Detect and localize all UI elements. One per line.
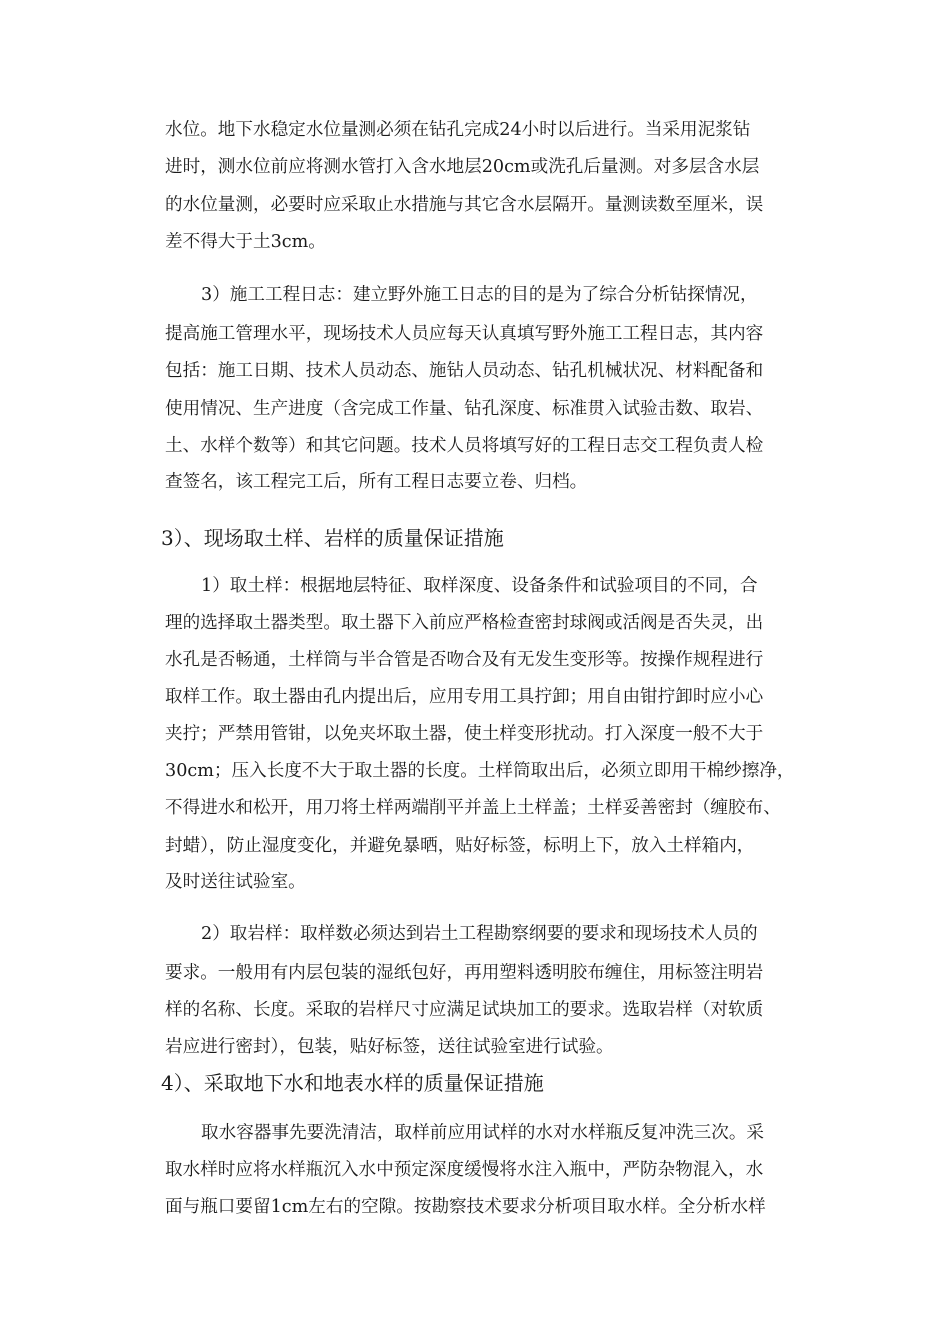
text-line: 2）取岩样：取样数必须达到岩土工程勘察纲要的要求和现场技术人员的 bbox=[201, 924, 758, 944]
text-line: 夹拧；严禁用管钳，以免夹坏取土器，使土样变形扰动。打入深度一般不大于 bbox=[165, 724, 764, 744]
text-line: 取水样时应将水样瓶沉入水中预定深度缓慢将水注入瓶中，严防杂物混入，水 bbox=[165, 1160, 764, 1180]
text-line: 1）取土样：根据地层特征、取样深度、设备条件和试验项目的不同，合 bbox=[201, 576, 758, 596]
text-line: 差不得大于土3cm。 bbox=[165, 232, 326, 252]
text-line: 包括：施工日期、技术人员动态、施钻人员动态、钻孔机械状况、材料配备和 bbox=[165, 361, 764, 381]
text-line: 岩应进行密封），包装，贴好标签，送往试验室进行试验。 bbox=[165, 1037, 614, 1057]
text-line: 及时送往试验室。 bbox=[165, 872, 306, 892]
text-line: 面与瓶口要留1cm左右的空隙。按勘察技术要求分析项目取水样。全分析水样 bbox=[165, 1197, 766, 1217]
heading-water-sampling: 4）、采取地下水和地表水样的质量保证措施 bbox=[161, 1071, 544, 1095]
text-line: 水孔是否畅通，土样筒与半合管是否吻合及有无发生变形等。按操作规程进行 bbox=[165, 650, 764, 670]
text-line: 使用情况、生产进度（含完成工作量、钻孔深度、标准贯入试验击数、取岩、 bbox=[165, 399, 764, 419]
text-line: 封蜡），防止湿度变化，并避免暴晒，贴好标签，标明上下，放入土样箱内， bbox=[165, 836, 755, 856]
text-line: 取水容器事先要洗清洁，取样前应用试样的水对水样瓶反复冲洗三次。采 bbox=[201, 1123, 765, 1143]
text-line: 30cm；压入长度不大于取土器的长度。土样筒取出后，必须立即用干棉纱擦净， bbox=[165, 761, 795, 781]
text-line: 理的选择取土器类型。取土器下入前应严格检查密封球阀或活阀是否失灵，出 bbox=[165, 613, 764, 633]
text-line: 进时，测水位前应将测水管打入含水地层20cm或洗孔后量测。对多层含水层 bbox=[165, 157, 760, 177]
text-line: 样的名称、长度。采取的岩样尺寸应满足试块加工的要求。选取岩样（对软质 bbox=[165, 1000, 764, 1020]
heading-soil-rock-sampling: 3）、现场取土样、岩样的质量保证措施 bbox=[161, 526, 504, 550]
text-line: 取样工作。取土器由孔内提出后，应用专用工具拧卸；用自由钳拧卸时应小心 bbox=[165, 687, 764, 707]
text-line: 水位。地下水稳定水位量测必须在钻孔完成24小时以后进行。当采用泥浆钻 bbox=[165, 120, 751, 140]
text-line: 要求。一般用有内层包装的湿纸包好，再用塑料透明胶布缠住，用标签注明岩 bbox=[165, 963, 764, 983]
text-line: 提高施工管理水平，现场技术人员应每天认真填写野外施工工程日志，其内容 bbox=[165, 324, 764, 344]
text-line: 3）施工工程日志：建立野外施工日志的目的是为了综合分析钻探情况， bbox=[201, 285, 758, 305]
text-line: 不得进水和松开，用刀将土样两端削平并盖上土样盖；土样妥善密封（缠胶布、 bbox=[165, 798, 781, 818]
text-line: 查签名，该工程完工后，所有工程日志要立卷、归档。 bbox=[165, 472, 588, 492]
text-line: 土、水样个数等）和其它问题。技术人员将填写好的工程日志交工程负责人检 bbox=[165, 436, 764, 456]
text-line: 的水位量测，必要时应采取止水措施与其它含水层隔开。量测读数至厘米，误 bbox=[165, 195, 764, 215]
